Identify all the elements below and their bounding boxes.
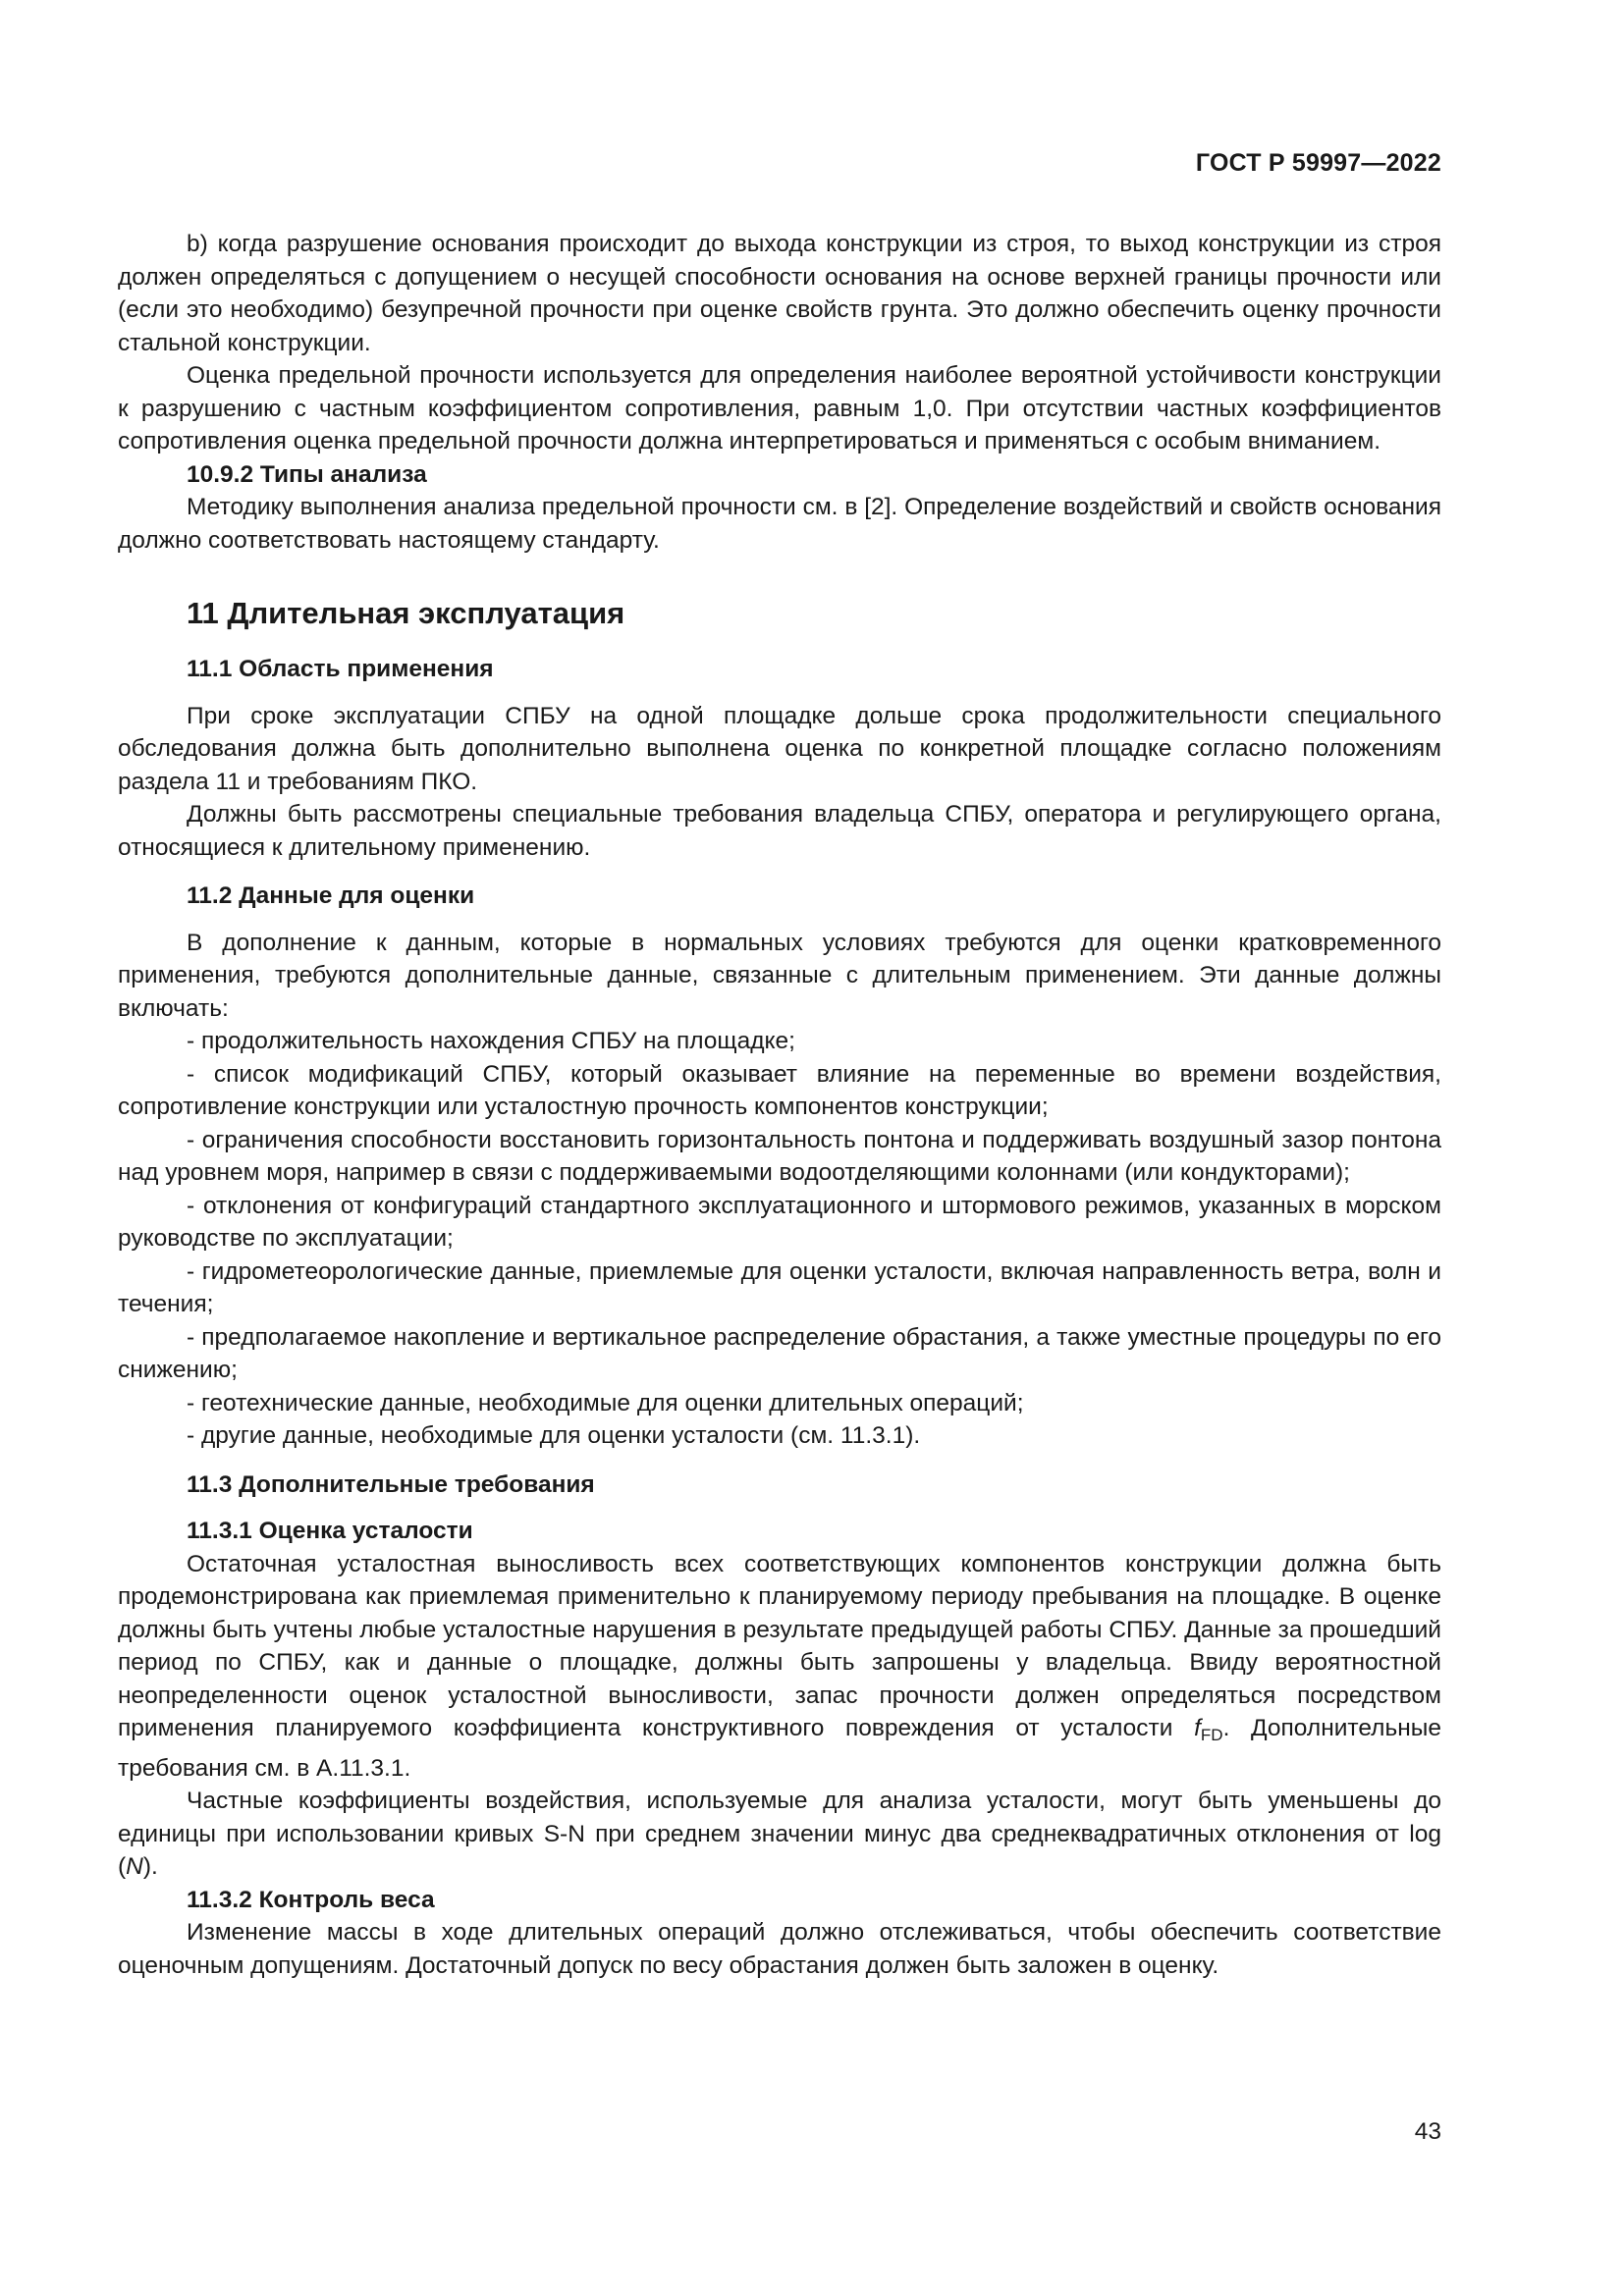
paragraph-ultimate-strength: Оценка предельной прочности используется для определения наиболее вероятной устойчивости конструкции к разрушению с частным коэффициентом сопротивления, равным 1,0. При отсутствии частных коэффициентов сопротивления оценка предельной прочности должна интерпретироваться и применяться с особым вниманием.: [118, 362, 1441, 454]
list-item: - гидрометеорологические данные, приемлемые для оценки усталости, включая направленность ветра, волн и течения;: [118, 1257, 1441, 1317]
paragraph-partial-factors: [118, 1785, 1441, 1884]
document-code: ГОСТ Р 59997—2022: [1195, 149, 1441, 177]
subsection-heading-10-9-2: 10.9.2 Типы анализа: [187, 460, 427, 488]
section-heading-11-2: 11.2 Данные для оценки: [187, 882, 475, 909]
document-body: [118, 228, 1441, 1982]
list-item: - ограничения способности восстановить горизонтальность понтона и поддерживать воздушный зазор понтона над уровнем моря, например в связи с поддерживаемыми водоотделяющими колоннами (или кондукторами);: [118, 1126, 1441, 1186]
list-item: - список модификаций СПБУ, который оказывает влияние на переменные во времени воздействия, сопротивление конструкции или усталостную прочность компонентов конструкции;: [118, 1060, 1441, 1120]
page-number: 43: [1414, 2118, 1441, 2145]
list-item: - предполагаемое накопление и вертикальное распределение обрастания, а также уместные процедуры по его снижению;: [118, 1323, 1441, 1383]
list-item: - другие данные, необходимые для оценки усталости (см. 11.3.1).: [187, 1422, 921, 1449]
paragraph-text: Остаточная усталостная выносливость всех соответствующих компонентов конструкции должна быть продемонстрирована как приемлемая применительно к планируемому периоду пребывания на площадке. В оценке должны быть учтены любые усталостные нарушения в результате предыдущей работы СПБУ. Данные за прошедший период по СПБУ, как и данные о площадке, должны быть запрошены у владельца. Ввиду вероятностной неопределенности оценок усталостной выносливости, запас прочности должен определяться посредством применения планируемого коэффициента конструктивного повреждения от усталости: [118, 1550, 1441, 1741]
paragraph-text: Частные коэффициенты воздействия, используемые для анализа усталости, могут быть уменьшены до единицы при использовании кривых S-N при среднем значении минус два среднеквадратичных отклонения от log (: [118, 1788, 1441, 1880]
list-item: - отклонения от конфигураций стандартного эксплуатационного и штормового режимов, указанных в морском руководстве по эксплуатации;: [118, 1192, 1441, 1252]
paragraph-additional-data: В дополнение к данным, которые в нормальных условиях требуются для оценки кратковременного применения, требуются дополнительные данные, связанные с длительным применением. Эти данные должны включать:: [118, 929, 1441, 1022]
paragraph-weight-control: Изменение массы в ходе длительных операций должно отслеживаться, чтобы обеспечить соответствие оценочным допущениям. Достаточный допуск по весу обрастания должен быть заложен в оценку.: [118, 1919, 1441, 1979]
section-heading-11-3: 11.3 Дополнительные требования: [187, 1470, 595, 1498]
paragraph-special-requirements: Должны быть рассмотрены специальные требования владельца СПБУ, оператора и регулирующего органа, относящиеся к длительному применению.: [118, 801, 1441, 861]
paragraph-fatigue-assessment: [118, 1548, 1441, 1786]
paragraph-text-tail: . Дополнительные требования см. в А.11.3.1.: [118, 1715, 1441, 1782]
section-heading-11: 11 Длительная эксплуатация: [187, 596, 625, 630]
section-heading-11-1: 11.1 Область применения: [187, 656, 494, 682]
list-item: - геотехнические данные, необходимые для оценки длительных операций;: [187, 1389, 1024, 1416]
subsection-heading-11-3-2: 11.3.2 Контроль веса: [187, 1886, 435, 1913]
paragraph-analysis-method: Методику выполнения анализа предельной прочности см. в [2]. Определение воздействий и свойств основания должно соответствовать настоящему стандарту.: [118, 494, 1441, 554]
list-item: - продолжительность нахождения СПБУ на площадке;: [187, 1028, 795, 1054]
subscript-fd: FD: [1200, 1726, 1223, 1744]
paragraph-b: b) когда разрушение основания происходит до выхода конструкции из строя, то выход конструкции из строя должен определяться с допущением о несущей способности основания на основе верхней границы прочности или (если это необходимо) безупречной прочности при оценке свойств грунта. Это должно обеспечить оценку прочности стальной конструкции.: [118, 231, 1441, 356]
paragraph-site-assessment: При сроке эксплуатации СПБУ на одной площадке дольше срока продолжительности специального обследования должна быть дополнительно выполнена оценка по конкретной площадке согласно положениям раздела 11 и требованиям ПКО.: [118, 702, 1441, 795]
symbol-f: f: [1194, 1715, 1201, 1741]
paragraph-text-tail: ).: [142, 1853, 158, 1880]
subsection-heading-11-3-1: 11.3.1 Оценка усталости: [187, 1518, 473, 1544]
symbol-n: N: [126, 1853, 143, 1880]
